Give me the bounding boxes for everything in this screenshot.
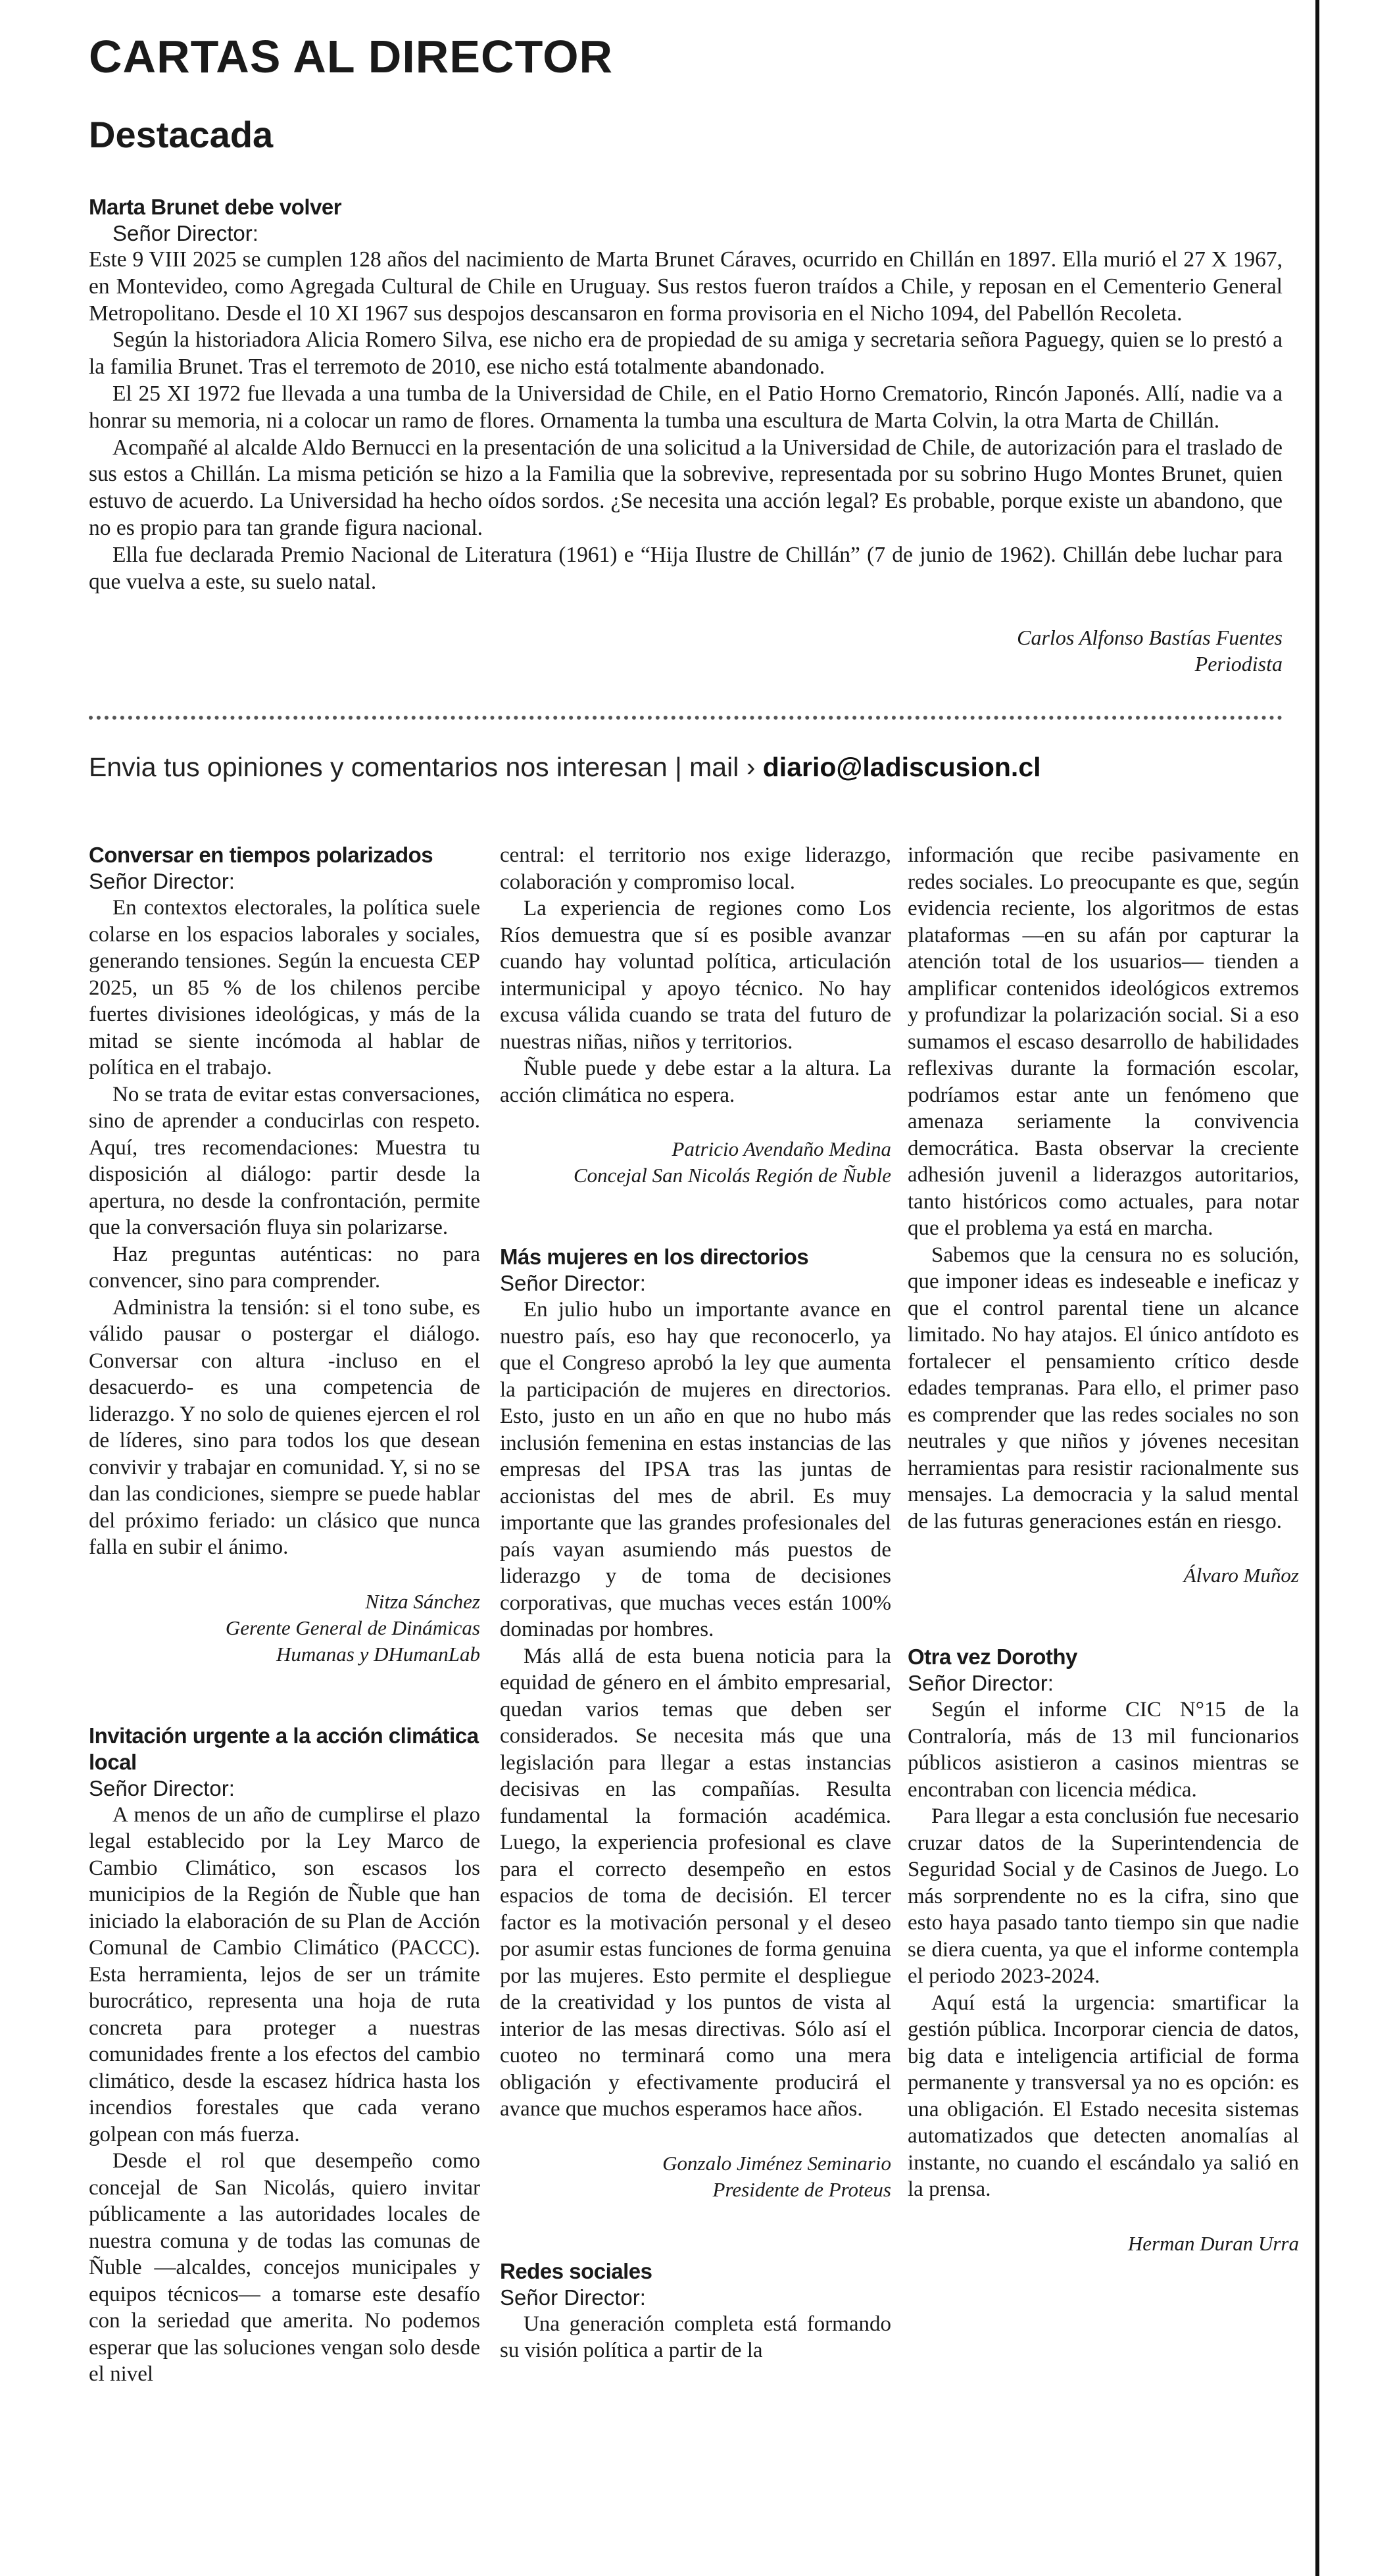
letter-headline: Otra vez Dorothy [908,1645,1077,1669]
letter-mujeres [500,1244,891,2203]
contact-banner [89,749,1041,785]
column-2 [500,842,891,2419]
letter-paragraph: Haz preguntas auténticas: no para convencer, sino para comprender. [89,1242,480,1293]
featured-paragraph: Este 9 VIII 2025 se cumplen 128 años del nacimiento de Marta Brunet Cáraves, ocurrido en Chillán en 1897. Ella murió el 27 X 1967, en Montevideo, como Agregada Cultural de Chile en Uruguay. Sus restos fueron traídos a Chile, y reposan en el Cementerio General Metropolitano. Desde el 10 XI 1967 sus despojos descansaron en forma provisoria en el Nicho 1094, del Pabellón Recoleta. [89,247,1283,326]
featured-paragraph: El 25 XI 1972 fue llevada a una tumba de la Universidad de Chile, en el Patio Horno Crematorio, Rincón Japonés. Allí, nadie va a honrar su memoria, ni a colocar un ramo de flores. Ornamenta la tumba una escultura de Marta Colvin, la otra Marta de Chillán. [89,381,1283,433]
dotted-divider [89,716,1283,720]
letter-paragraph: central: el territorio nos exige liderazgo, colaboración y compromiso local. [500,843,891,894]
letter-signature [89,1589,480,1668]
letter-paragraph: En contextos electorales, la política suele colarse en los espacios laborales y sociales, generando tensiones. Según la encuesta CEP 2025, un 85 % de los chilenos percibe fuertes divisiones ideológicas, y más de la mitad se siente incómoda al hablar de política en el trabajo. [89,896,480,1079]
letter-signature [908,2231,1299,2257]
letter-paragraph: Para llegar a esta conclusión fue necesario cruzar datos de la Superintendencia de Seguridad Social y de Casinos de Juego. Lo más sorprendente no es la cifra, sino que esto haya pasado tanto tiempo sin que nadie se diera cuenta, ya que el informe contempla el periodo 2023-2024. [908,1804,1299,1988]
letter-signature [908,1562,1299,1589]
letter-paragraph: Una generación completa está formando su visión política a partir de la [500,2312,891,2362]
banner-text: Envia tus opiniones y comentarios nos interesan | mail › [89,752,763,782]
featured-paragraph: Según la historiadora Alicia Romero Silva, ese nicho era de propiedad de su amiga y secretaria señora Paguegy, quien se lo prestó a la familia Brunet. Tras el terremoto de 2010, ese nicho está totalmente abandonado. [89,328,1283,380]
letter-greeting: Señor Director: [908,1671,1054,1695]
author-name: Álvaro Muñoz [1183,1564,1299,1587]
letter-signature [500,1136,891,1189]
letter-redes-continued [908,842,1299,1589]
author-name: Gonzalo Jiménez Seminario [662,2151,891,2175]
letter-conversar [89,842,480,1668]
letter-headline: Invitación urgente a la acción climática local [89,1723,479,1774]
letter-redes [500,2258,891,2364]
letter-paragraph: Aquí está la urgencia: smartificar la gestión pública. Incorporar ciencia de datos, big data e inteligencia artificial de forma permanente y transversal ya no es opción: es una obligación. El Estado necesita sistemas automatizados que detecten anomalías al instante, no cuando el escándalo ya salió en la prensa. [908,1991,1299,2201]
letter-greeting: Señor Director: [500,1271,646,1295]
letter-greeting: Señor Director: [500,2285,646,2310]
email-link[interactable]: diario@ladiscusion.cl [762,752,1041,782]
featured-headline: Marta Brunet debe volver [89,195,342,219]
letter-greeting: Señor Director: [89,869,235,893]
letter-paragraph: Más allá de esta buena noticia para la equidad de género en el ámbito empresarial, quedan varios temas que deben ser considerados. Se necesita más que una legislación para llegar a estas instancias decisivas en las compañías. Resulta fundamental la formación académica. Luego, la experiencia profesional es clave para el correcto desempeño en estos espacios de toma de decisión. El tercer factor es la motivación personal y el deseo por asumir estas funciones de forma genuina por las mujeres. Esto permite el despliegue de la creatividad y los puntos de vista al interior de las mesas directivas. Sólo así el cuoteo no terminará como una mera obligación y efectivamente producirá el avance que muchos esperamos hace años. [500,1644,891,2121]
letter-signature [500,2150,891,2203]
author-name: Herman Duran Urra [1127,2231,1299,2255]
featured-letter [89,194,1283,677]
letter-paragraph: No se trata de evitar estas conversaciones, sino de aprender a conducirlas con respeto. Aquí, tres recomendaciones: Muestra tu disposición al diálogo: partir desde la apertura, no desde la confrontación, permite que la conversación fluya sin polarizarse. [89,1082,480,1239]
author-role: Concejal San Nicolás Región de Ñuble [573,1164,891,1187]
letter-paragraph: Desde el rol que desempeño como concejal de San Nicolás, quiero invitar públicamente a las autoridades locales de nuestra comuna y de todas las comunas de Ñuble —alcaldes, concejos municipales y equipos técnicos— a tomarse este desafío con la seriedad que amerita. No podemos esperar que las soluciones vengan solo desde el nivel [89,2149,480,2386]
letter-paragraph: En julio hubo un importante avance en nuestro país, eso hay que reconocerlo, ya que el Congreso aprobó la ley que aumenta la participación de mujeres en directorios. Esto, justo en un año en que no hubo más inclusión femenina en estas instancias de las empresas del IPSA tras las juntas de accionistas del mes de abril. Es muy importante que las grandes profesionales del país vayan asumiendo más puestos de liderazgo y de toma de decisiones corporativas, que muchas veces están 100% dominadas por hombres. [500,1298,891,1641]
column-3 [908,842,1299,2312]
letter-headline: Redes sociales [500,2258,652,2283]
author-name: Nitza Sánchez [365,1589,480,1613]
letter-headline: Conversar en tiempos polarizados [89,843,433,867]
vertical-rule [1315,0,1319,2576]
letter-paragraph: A menos de un año de cumplirse el plazo legal establecido por la Ley Marco de Cambio Climático, son escasos los municipios de la Región de Ñuble que han iniciado la elaboración de su Plan de Acción Comunal de Cambio Climático (PACCC). Esta herramienta, lejos de ser un trámite burocrático, representa una hoja de ruta concreta para proteger a nuestras comunidades frente a los efectos del cambio climático, desde la escasez hídrica hasta los incendios forestales que cada verano golpean con más fuerza. [89,1802,480,2146]
author-name: Carlos Alfonso Bastías Fuentes [1017,626,1283,650]
letter-paragraph: Sabemos que la censura no es solución, que imponer ideas es indeseable e ineficaz y que el control parental tiene un alcance limitado. No hay atajos. El único antídoto es fortalecer el pensamiento crítico desde edades tempranas. Para ello, el primer paso es comprender que las redes sociales no son neutrales y que niños y jóvenes necesitan herramientas para resistir racionalmente sus mensajes. La democracia y la salud mental de las futuras generaciones están en riesgo. [908,1243,1299,1533]
author-role: Gerente General de Dinámicas [225,1616,480,1639]
letter-clima [89,1723,480,2388]
letter-paragraph: La experiencia de regiones como Los Ríos demuestra que sí es posible avanzar cuando hay voluntad política, articulación intermunicipal y apoyo técnico. No hay excusa válida cuando se trata del futuro de nuestras niñas, niños y territorios. [500,897,891,1054]
section-title: Destacada [89,114,274,155]
letter-paragraph: Según el informe CIC N°15 de la Contraloría, más de 13 mil funcionarios públicos asistieron a casinos mientras se encontraban con licencia médica. [908,1698,1299,1802]
author-role: Humanas y DHumanLab [276,1642,480,1666]
featured-paragraph: Ella fue declarada Premio Nacional de Literatura (1961) e “Hija Ilustre de Chillán” (7 de junio de 1962). Chillán debe luchar para que vuelva a este, su suelo natal. [89,542,1283,594]
letter-paragraph: información que recibe pasivamente en redes sociales. Lo preocupante es que, según evidencia reciente, los algoritmos de estas plataformas —en su afán por capturar la atención total de los usuarios— tienden a amplificar contenidos ideológicos extremos y profundizar la polarización social. Si a eso sumamos el escaso desarrollo de habilidades reflexivas durante la formación escolar, podríamos estar ante un fenómeno que amenaza seriamente la convivencia democrática. Basta observar la creciente adhesión juvenil a liderazgos autoritarios, tanto históricos como actuales, para notar que el problema ya está en marcha. [908,843,1299,1240]
letter-headline: Más mujeres en los directorios [500,1245,809,1269]
author-role: Periodista [1194,652,1283,676]
author-name: Patricio Avendaño Medina [672,1137,891,1160]
letter-clima-continued [500,842,891,1189]
letter-greeting: Señor Director: [89,1775,235,1800]
featured-paragraph: Acompañé al alcalde Aldo Bernucci en la presentación de una solicitud a la Universidad de Chile, de autorización para el traslado de sus estos a Chillán. La misma petición se hizo a la Familia que la sobrevive, representada por su sobrino Hugo Montes Brunet, quien estuvo de acuerdo. La Universidad ha hecho oídos sordos. ¿Se necesita una acción legal? Es probable, porque existe un abandono, que no es propio para tan grande figura nacional. [89,435,1283,540]
letter-paragraph: Ñuble puede y debe estar a la altura. La acción climática no espera. [500,1056,891,1107]
featured-signature [89,624,1283,677]
letter-paragraph: Administra la tensión: si el tono sube, es válido pausar o postergar el diálogo. Conversar con altura -incluso en el desacuerdo- es una competencia de liderazgo. Y no solo de quienes ejercen el rol de líderes, sino para todos los que desean convivir y trabajar en comunidad. Y, si no se dan las condiciones, siempre se puede hablar del próximo feriado: un clásico que nunca falla en subir el ánimo. [89,1295,480,1559]
column-1 [89,842,480,2443]
letter-dorothy [908,1644,1299,2257]
page-title: CARTAS AL DIRECTOR [89,31,614,82]
author-role: Presidente de Proteus [712,2177,891,2201]
featured-greeting: Señor Director: [112,221,258,245]
